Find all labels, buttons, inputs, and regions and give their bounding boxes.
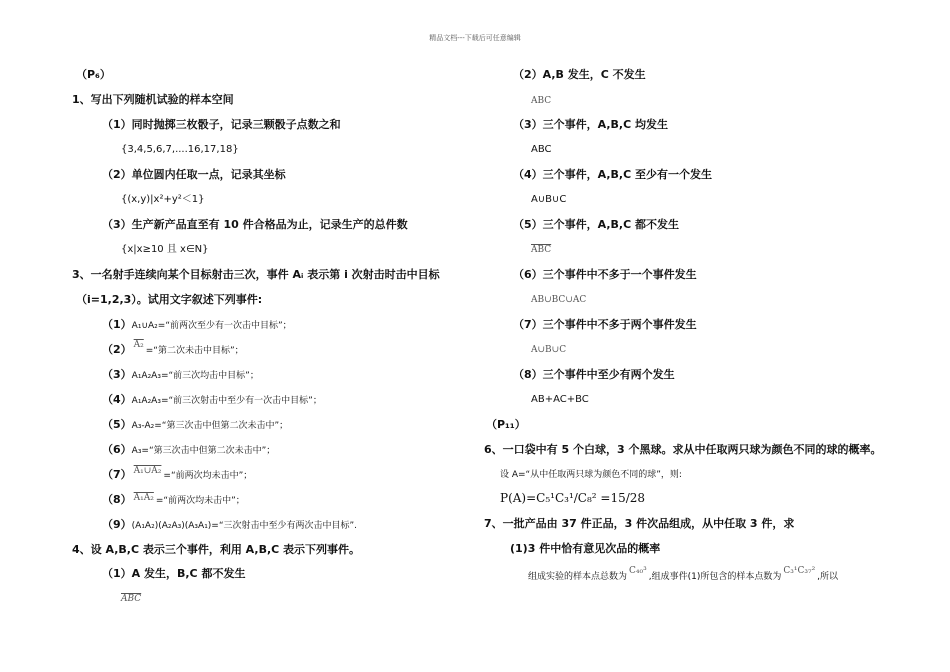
question-3-item-1 <box>102 318 292 333</box>
question-4-part-6: （6）三个事件中不多于一个事件发生 <box>513 268 697 281</box>
question-3-title: 3、一名射手连续向某个目标射击三次，事件 Aᵢ 表示第 i 次射击时击中目标 <box>72 268 440 281</box>
question-1-part-1-answer: {3,4,5,6,7,....16,17,18} <box>121 144 239 155</box>
question-4-part-2: （2）A,B 发生，C 不发生 <box>513 68 646 81</box>
question-6-title: 6、一口袋中有 5 个白球，3 个黑球。求从中任取两只球为颜色不同的球的概率。 <box>484 443 882 456</box>
item-number: （2） <box>102 343 132 356</box>
question-4-part-3: （3）三个事件，A,B,C 均发生 <box>513 118 669 131</box>
question-4-part-3-answer: ABC <box>531 144 552 155</box>
item-math: A₂ <box>133 340 144 350</box>
item-text: (A₁A₂)(A₂A₃)(A₃A₁)=“三次射击中至少有两次击中目标”. <box>131 521 358 531</box>
math-expression: $\overline{ABC}$ <box>121 594 142 604</box>
question-4-part-5: （5）三个事件，A,B,C 都不发生 <box>513 218 680 231</box>
question-3-item-8 <box>102 493 245 508</box>
question-3-item-2 <box>102 340 244 358</box>
question-3-title-cont: （i=1,2,3）。试用文字叙述下列事件: <box>76 293 263 306</box>
item-text: =“前两次均未击中”； <box>155 496 245 506</box>
question-4-part-1-answer <box>121 592 141 606</box>
combination-event: C₃¹C₃₇² <box>783 566 816 576</box>
question-7-part-1-answer <box>528 566 839 584</box>
answer-text: ,所以 <box>817 572 839 582</box>
question-4-part-4: （4）三个事件，A,B,C 至少有一个发生 <box>513 168 713 181</box>
item-number: （9） <box>102 518 132 531</box>
combination-total: C₄₀³ <box>629 566 647 576</box>
section-label-p11: （P₁₁） <box>486 418 526 431</box>
question-7-part-1: (1)3 件中恰有意见次品的概率 <box>510 542 661 555</box>
question-4-part-1: （1）A 发生，B,C 都不发生 <box>102 567 246 580</box>
question-1-part-3: （3）生产新产品直至有 10 件合格品为止，记录生产的总件数 <box>102 218 408 231</box>
question-1-part-3-answer: {x|x≥10 且 x∈N} <box>121 244 209 255</box>
item-number: （5） <box>102 418 132 431</box>
question-4-part-6-answer: AB∪BC∪AC <box>531 295 587 305</box>
question-7-title: 7、一批产品由 37 件正品，3 件次品组成，从中任取 3 件，求 <box>484 517 795 530</box>
question-6-answer: 设 A=“从中任取两只球为颜色不同的球”，则: <box>500 470 682 480</box>
item-text: =“第二次未击中目标”； <box>145 346 244 356</box>
item-number: （6） <box>102 443 132 456</box>
question-3-item-3 <box>102 368 259 383</box>
question-3-item-7 <box>102 468 252 483</box>
question-4-part-5-answer: $\overline{ABC}$ <box>531 245 552 255</box>
question-4-part-7: （7）三个事件中不多于两个事件发生 <box>513 318 697 331</box>
question-6-formula: P(A)=C₅¹C₃¹/C₈² =15/28 <box>500 491 646 505</box>
question-4-title: 4、设 A,B,C 表示三个事件，利用 A,B,C 表示下列事件。 <box>72 543 361 556</box>
item-text: A₁A₂A₃=“前三次射击中至少有一次击中目标”； <box>131 396 322 406</box>
question-4-part-4-answer: A∪B∪C <box>531 194 567 205</box>
item-number: （7） <box>102 468 132 481</box>
item-number: （1） <box>102 318 132 331</box>
answer-text: 组成实验的样本点总数为 <box>528 572 628 582</box>
question-3-item-9 <box>102 518 357 533</box>
answer-text: ,组成事件(1)所包含的样本点数为 <box>648 572 782 582</box>
page-header: 精品文档---下载后可任意编辑 <box>429 34 521 42</box>
item-text: A₃=“第三次击中但第二次未击中”； <box>131 446 276 456</box>
item-math: A₁∪A₂ <box>133 466 162 476</box>
question-3-item-4 <box>102 393 322 408</box>
question-4-part-8-answer: AB+AC+BC <box>531 394 589 405</box>
question-1-title: 1、写出下列随机试验的样本空间 <box>72 93 234 106</box>
item-math: A₁A₂ <box>133 493 154 503</box>
question-1-part-1: （1）同时抛掷三枚骰子，记录三颗骰子点数之和 <box>102 118 341 131</box>
item-number: （4） <box>102 393 132 406</box>
item-text: A₁A₂A₃=“前三次均击中目标”； <box>131 371 259 381</box>
item-number: （8） <box>102 493 132 506</box>
item-number: （3） <box>102 368 132 381</box>
question-4-part-8: （8）三个事件中至少有两个发生 <box>513 368 675 381</box>
question-3-item-5 <box>102 418 288 433</box>
item-text: =“前两次均未击中”； <box>163 471 253 481</box>
section-label-p6: （P₆） <box>76 68 111 81</box>
question-4-part-7-answer: A∪B∪C <box>531 345 567 355</box>
item-text: A₁∪A₂=“前两次至少有一次击中目标”； <box>131 321 292 331</box>
item-text: A₃-A₂=“第三次击中但第二次未击中”； <box>131 421 289 431</box>
question-4-part-2-answer: ABC <box>531 96 552 106</box>
question-1-part-2: （2）单位圆内任取一点，记录其坐标 <box>102 168 286 181</box>
question-1-part-2-answer: {(x,y)|x²+y²＜1} <box>121 194 205 205</box>
question-3-item-6 <box>102 443 275 458</box>
